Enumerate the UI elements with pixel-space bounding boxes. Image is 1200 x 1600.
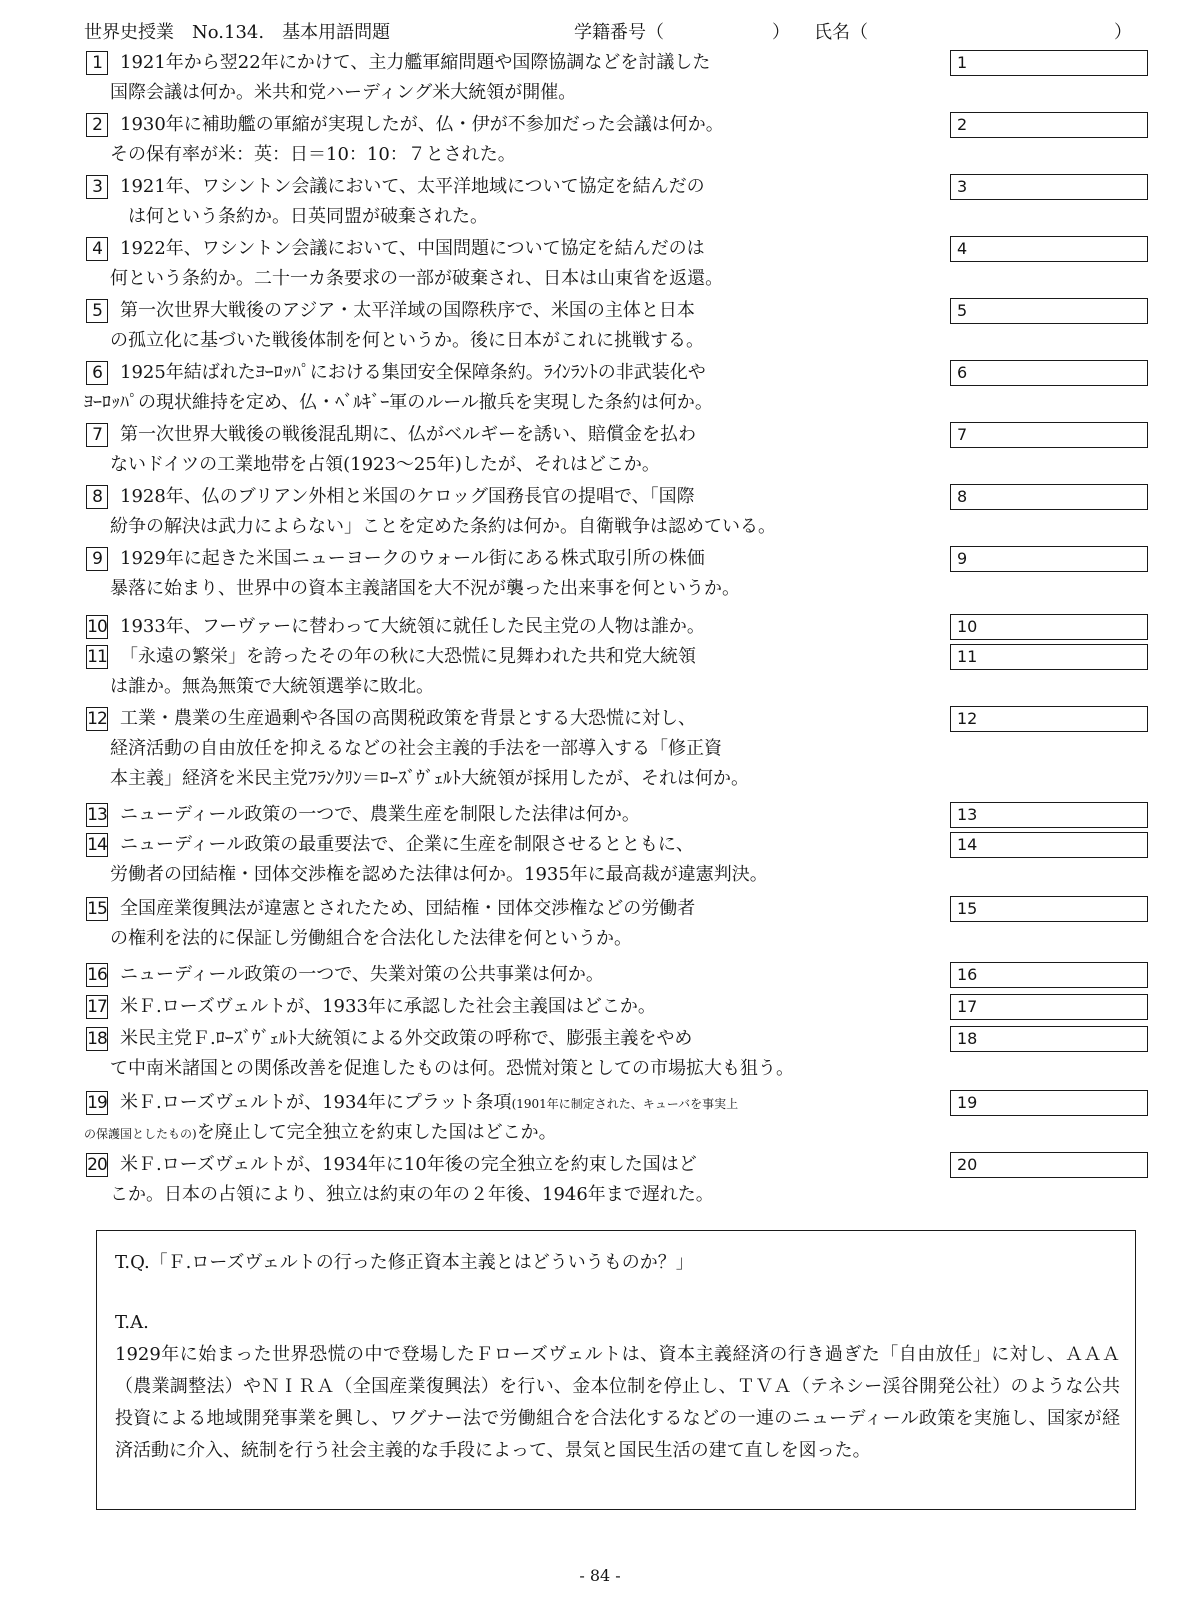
question-number: 4 <box>86 237 108 261</box>
tq-answer-panel <box>96 1230 1136 1510</box>
question-text: 米Ｆ.ローズヴェルトが、1934年にプラット条項 <box>120 1092 512 1113</box>
page-number: - 84 - <box>579 1566 621 1585</box>
question-text-line: は誰か。無為無策で大統領選挙に敗北。 <box>110 676 434 697</box>
answer-box[interactable]: 5 <box>950 298 1148 324</box>
question-number: 15 <box>87 899 107 919</box>
question-text-line: 米Ｆ.ローズヴェルトが、1933年に承認した社会主義国はどこか。 <box>120 996 656 1017</box>
question-text-line: 米民主党Ｆ.ﾛｰｽﾞｳﾞｪﾙﾄ大統領による外交政策の呼称で、膨張主義をやめ <box>120 1028 693 1049</box>
question-text-line: ニューディール政策の最重要法で、企業に生産を制限させるとともに、 <box>120 834 694 855</box>
question-text-line: 1930年に補助艦の軍縮が実現したが、仏・伊が不参加だった会議は何か。 <box>120 114 724 135</box>
question-number: 19 <box>87 1093 107 1113</box>
question-text-line: 国際会議は何か。米共和党ハーディング米大統領が開催。 <box>110 82 577 103</box>
question-text-line: 労働者の団結権・団体交渉権を認めた法律は何か。1935年に最高裁が違憲判決。 <box>110 864 768 885</box>
answer-box[interactable]: 10 <box>950 614 1148 640</box>
name-label: 氏名（ <box>814 22 868 43</box>
question-number: 13 <box>87 805 107 825</box>
question-text-line: 1922年、ワシントン会議において、中国問題について協定を結んだのは <box>120 238 705 259</box>
answer-box[interactable]: 18 <box>950 1026 1148 1052</box>
question-text-line <box>120 1088 930 1119</box>
answer-box[interactable]: 1 <box>950 50 1148 76</box>
answer-box[interactable]: 11 <box>950 644 1148 670</box>
question-text-line: 全国産業復興法が違憲とされたため、団結権・団体交渉権などの労働者 <box>120 898 696 919</box>
answer-box[interactable]: 20 <box>950 1152 1148 1178</box>
question-text-line: 第一次世界大戦後のアジア・太平洋域の国際秩序で、米国の主体と日本 <box>120 300 695 321</box>
question-number: 20 <box>87 1155 107 1175</box>
question-number: 6 <box>86 361 108 385</box>
question-number: 3 <box>86 175 108 199</box>
question-text-line: ニューディール政策の一つで、失業対策の公共事業は何か。 <box>120 964 604 985</box>
answer-box[interactable]: 9 <box>950 546 1148 572</box>
question-number: 16 <box>87 965 107 985</box>
name-label-close: ） <box>1114 22 1132 43</box>
answer-box[interactable]: 17 <box>950 994 1148 1020</box>
tq-question: T.Q.「Ｆ.ローズヴェルトの行った修正資本主義とはどういうものか？」 <box>115 1252 694 1273</box>
question-text-line: 1929年に起きた米国ニューヨークのウォール街にある株式取引所の株価 <box>120 548 705 569</box>
question-number: 8 <box>86 485 108 509</box>
question-text-line: 工業・農業の生産過剰や各国の高関税政策を背景とする大恐慌に対し、 <box>120 708 696 729</box>
answer-box[interactable]: 7 <box>950 422 1148 448</box>
answer-box[interactable]: 13 <box>950 802 1148 828</box>
answer-box[interactable]: 6 <box>950 360 1148 386</box>
question-number: 1 <box>86 51 108 75</box>
question-text-line: ﾖｰﾛｯﾊﾟの現状維持を定め、仏・ﾍﾞﾙｷﾞｰ軍のルール撤兵を実現した条約は何か。 <box>84 392 713 413</box>
question-number: 5 <box>86 299 108 323</box>
question-number: 7 <box>86 423 108 447</box>
question-text-line: こか。日本の占領により、独立は約束の年の２年後、1946年まで遅れた。 <box>110 1184 714 1205</box>
question-number: 12 <box>87 709 107 729</box>
question-text-line: 1921年から翌22年にかけて、主力艦軍縮問題や国際協調などを討議した <box>120 52 711 73</box>
answer-box[interactable]: 3 <box>950 174 1148 200</box>
question-number: 10 <box>87 617 107 637</box>
question-text-line: ニューディール政策の一つで、農業生産を制限した法律は何か。 <box>120 804 640 825</box>
worksheet-title: 世界史授業 No.134. 基本用語問題 <box>84 22 391 43</box>
question-text-line: て中南米諸国との関係改善を促進したものは何。恐慌対策としての市場拡大も狙う。 <box>110 1058 794 1079</box>
header <box>84 18 1154 48</box>
question-text: を廃止して完全独立を約束した国はどこか。 <box>196 1122 557 1143</box>
answer-box[interactable]: 15 <box>950 896 1148 922</box>
tq-answer-text: 1929年に始まった世界恐慌の中で登場したＦローズヴェルトは、資本主義経済の行き過ぎた「自由放任」に対し、ＡＡＡ（農業調整法）やＮＩＲＡ（全国産業復興法）を行い、金本位制を停止し、ＴＶＡ（テネシー渓谷開発公社）のような公共投資による地域開発事業を興し、ワグナー法で労働組合を合法化するなどの一連のニューディール政策を実施し、国家が経済活動に介入、統制を行う社会主義的な手段によって、景気と国民生活の建て直しを図った。 <box>115 1344 1120 1461</box>
question-text-line: 暴落に始まり、世界中の資本主義諸国を大不況が襲った出来事を何というか。 <box>110 578 740 599</box>
question-number: 18 <box>87 1029 107 1049</box>
answer-box[interactable]: 12 <box>950 706 1148 732</box>
question-number: 11 <box>87 647 107 667</box>
question-text-line: の権利を法的に保証し労働組合を合法化した法律を何というか。 <box>110 928 632 949</box>
question-text-line: 1933年、フーヴァーに替わって大統領に就任した民主党の人物は誰か。 <box>120 616 705 637</box>
question-text-line: の孤立化に基づいた戦後体制を何というか。後に日本がこれに挑戦する。 <box>110 330 704 351</box>
question-text-line: ないドイツの工業地帯を占領(1923～25年)したが、それはどこか。 <box>110 454 660 475</box>
student-number-label: 学籍番号（ ） <box>574 22 790 43</box>
answer-box[interactable]: 2 <box>950 112 1148 138</box>
tq-answer-label: T.A. <box>115 1312 149 1333</box>
question-text-line: 1925年結ばれたﾖｰﾛｯﾊﾟにおける集団安全保障条約。ﾗｲﾝﾗﾝﾄの非武装化や <box>120 362 706 383</box>
answer-box[interactable]: 19 <box>950 1090 1148 1116</box>
question-text-line <box>84 1118 1004 1149</box>
question-note: (1901年に制定された、キューバを事実上 <box>511 1097 739 1111</box>
answer-box[interactable]: 16 <box>950 962 1148 988</box>
question-note: の保護国としたもの) <box>84 1127 197 1141</box>
question-text-line: 1928年、仏のブリアン外相と米国のケロッグ国務長官の提唱で、「国際 <box>120 486 695 507</box>
answer-box[interactable]: 14 <box>950 832 1148 858</box>
question-text-line: 「永遠の繁栄」を誇ったその年の秋に大恐慌に見舞われた共和党大統領 <box>120 646 696 667</box>
question-text-line: 紛争の解決は武力によらない」ことを定めた条約は何か。自衛戦争は認めている。 <box>110 516 776 537</box>
question-text-line: 米Ｆ.ローズヴェルトが、1934年に10年後の完全独立を約束した国はど <box>120 1154 697 1175</box>
question-text-line: 本主義」経済を米民主党ﾌﾗﾝｸﾘﾝ＝ﾛｰｽﾞｳﾞｪﾙﾄ大統領が採用したが、それは何か。 <box>110 768 749 789</box>
question-text-line: 何という条約か。二十一カ条要求の一部が破棄され、日本は山東省を返還。 <box>110 268 724 289</box>
question-number: 17 <box>87 997 107 1017</box>
question-text-line: 1921年、ワシントン会議において、太平洋地域について協定を結んだの <box>120 176 705 197</box>
question-text-line: は何という条約か。日英同盟が破棄された。 <box>110 206 488 227</box>
question-text-line: 経済活動の自由放任を抑えるなどの社会主義的手法を一部導入する「修正資 <box>110 738 722 759</box>
answer-box[interactable]: 4 <box>950 236 1148 262</box>
question-number: 2 <box>86 113 108 137</box>
question-text-line: 第一次世界大戦後の戦後混乱期に、仏がベルギーを誘い、賠償金を払わ <box>120 424 696 445</box>
question-text-line: その保有率が米：英：日＝10：10：７とされた。 <box>110 144 516 165</box>
question-number: 9 <box>86 547 108 571</box>
answer-box[interactable]: 8 <box>950 484 1148 510</box>
question-number: 14 <box>87 835 107 855</box>
